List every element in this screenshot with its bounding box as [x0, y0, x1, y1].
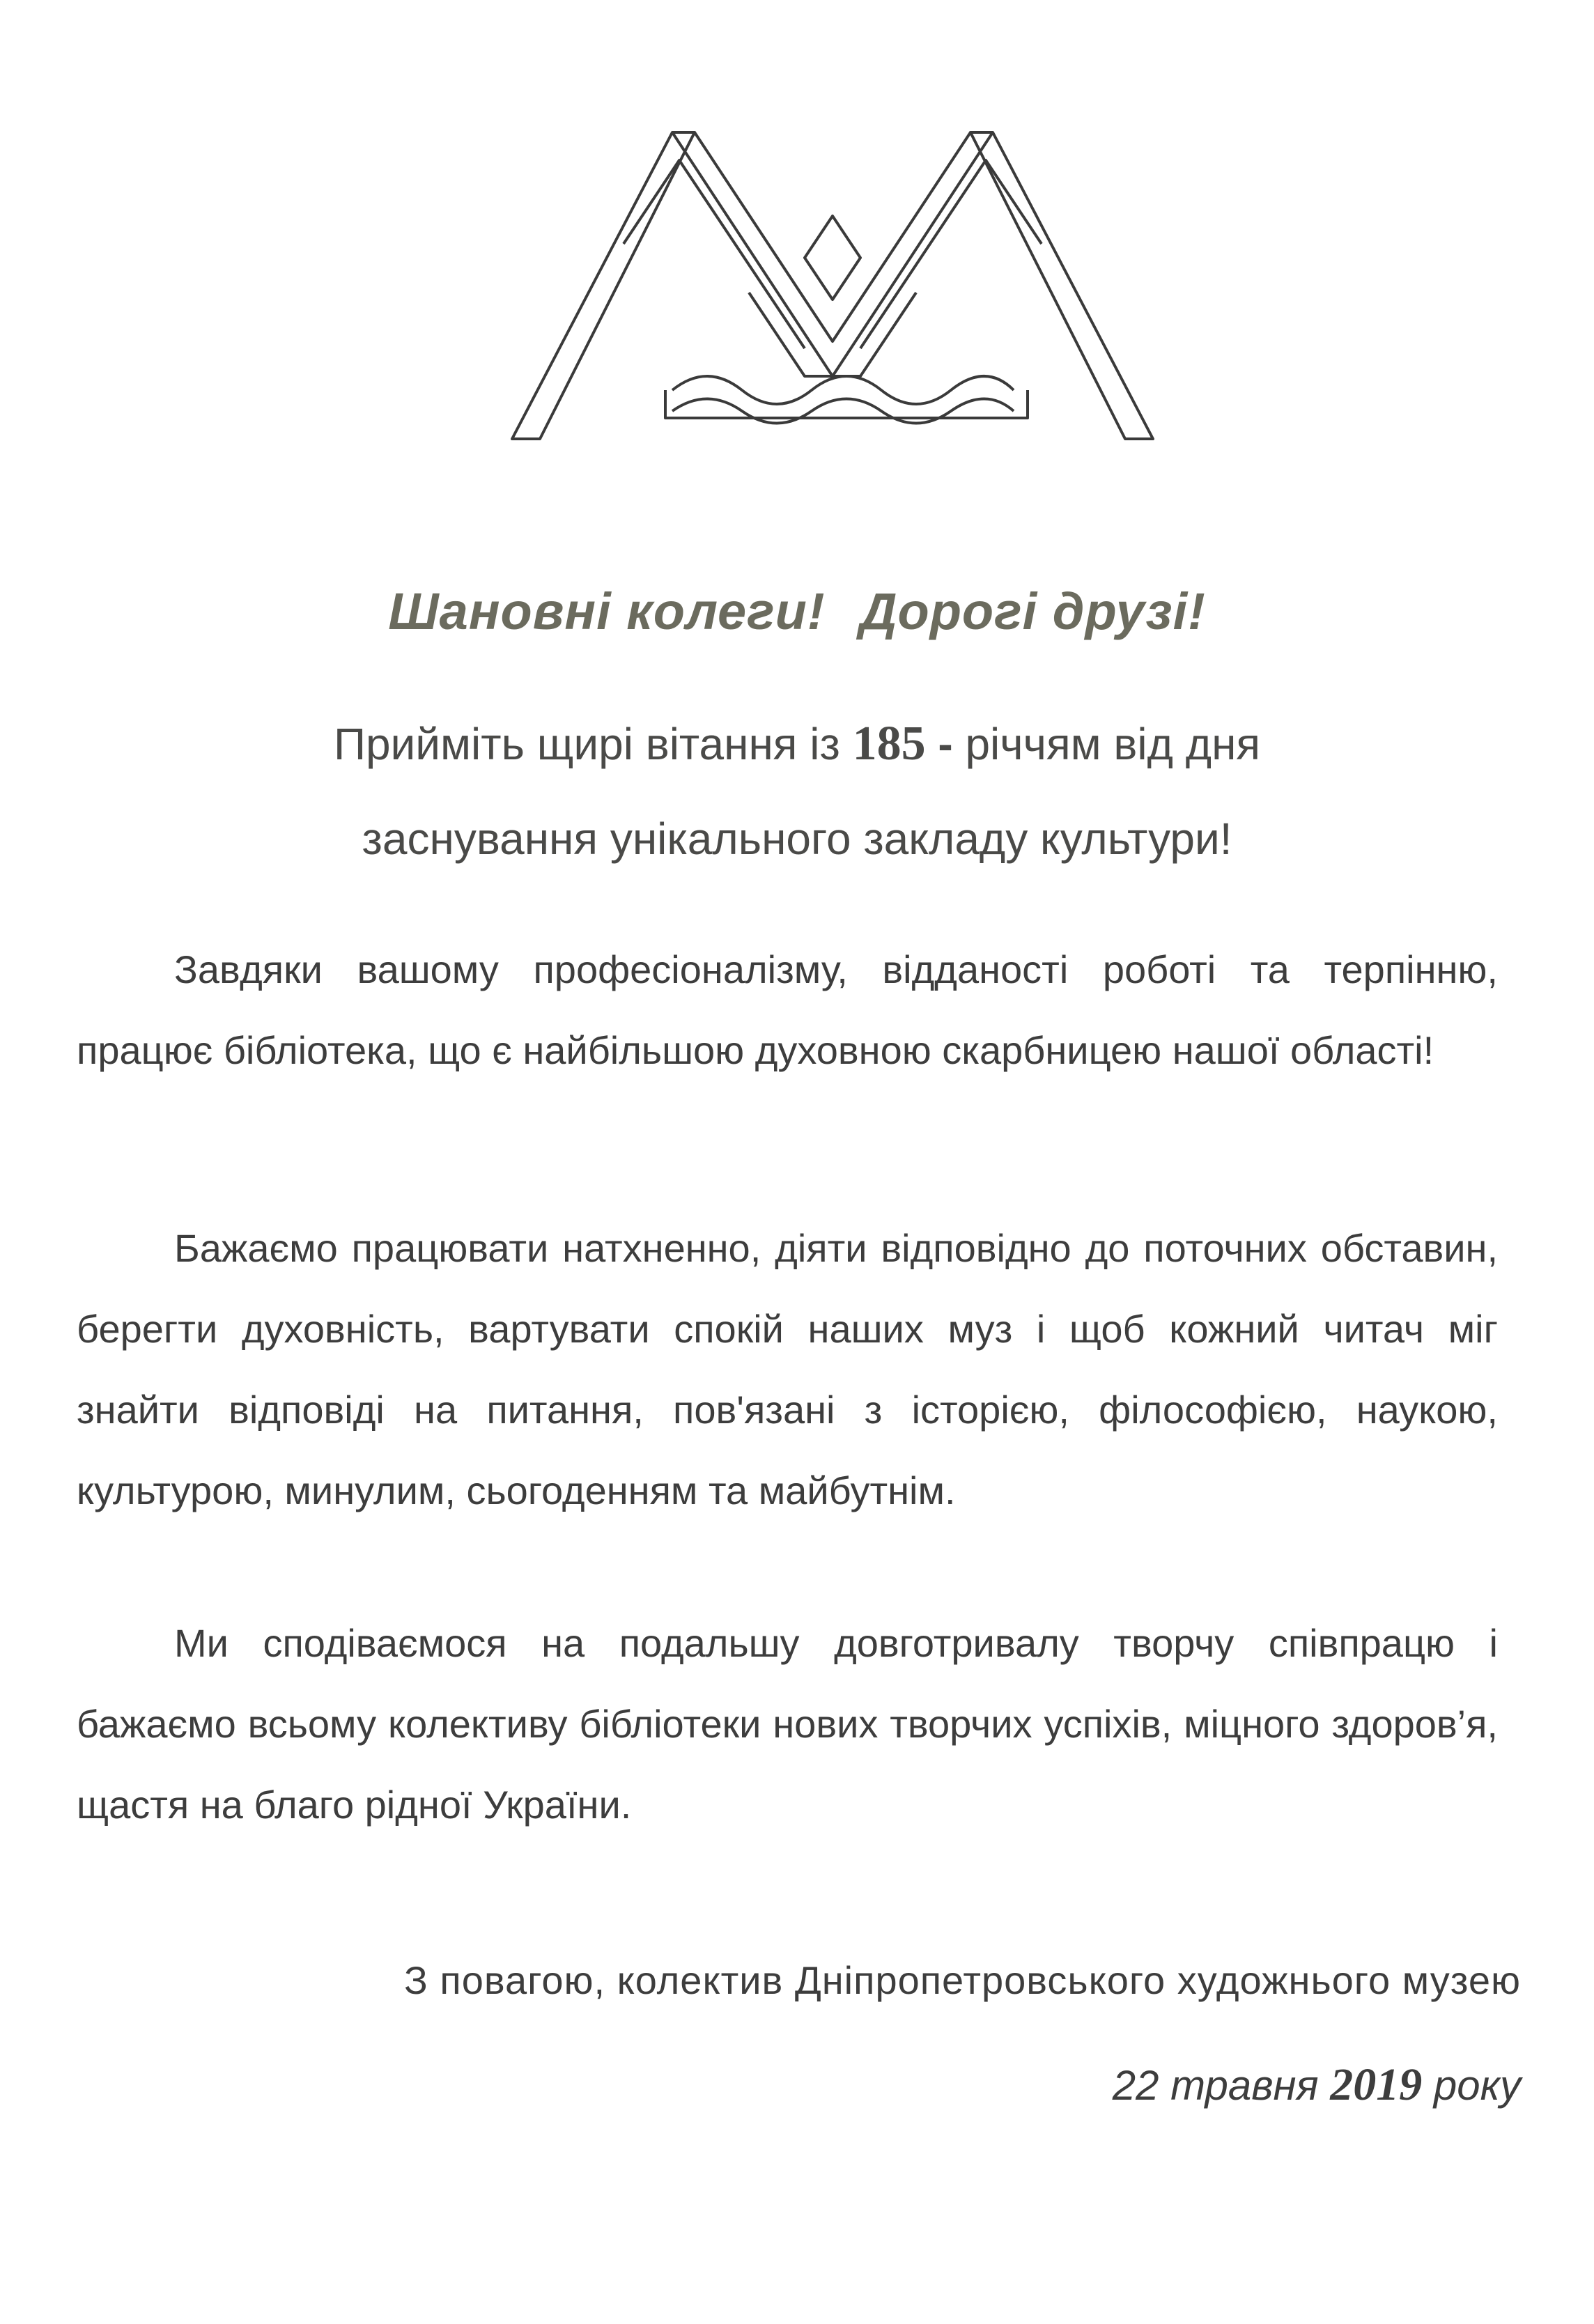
paragraph-2: Бажаємо працювати натхненно, діяти відповідно до поточних обставин, берегти духовність, вартувати спокій наших муз і щоб кожний читач міг знайти відповіді на питання, пов'язані з історією, філософією, наукою, культурою, минулим, сьогоденням та майбутнім. [77, 1226, 1498, 1512]
date-year: 2019 [1330, 2059, 1423, 2110]
greeting-part-2: Дорогі друзі! [860, 582, 1206, 640]
anniversary-number: 185 [852, 717, 926, 770]
paragraph-1: Завдяки вашому професіоналізму, відданості роботі та терпінню, працює бібліотека, що є найбільшою духовною скарбницею нашої області! [77, 947, 1498, 1072]
greeting-part-1: Шановні колеги! [388, 582, 826, 640]
date-day-month: 22 травня [1112, 2062, 1319, 2109]
museum-mountain-logo-icon [498, 111, 1167, 460]
signature-line: З повагою, колектив Дніпропетровського художнього музею [404, 1958, 1521, 2002]
intro-line-1-after: річчям від дня [965, 719, 1261, 769]
intro-line-2: заснування унікального закладу культури! [362, 814, 1232, 864]
date-line [1113, 2059, 1521, 2112]
intro-block [0, 697, 1594, 886]
intro-line-1 [0, 697, 1594, 791]
greeting-heading [0, 582, 1594, 641]
anniversary-dash: - [938, 719, 953, 769]
intro-line-1-before: Прийміть щирі вітання із [333, 719, 840, 769]
paragraph-3: Ми сподіваємося на подальшу довготривалу творчу співпрацю і бажаємо всьому колективу бібліотеки нових творчих успіхів, міцного здоров’я, щастя на благо рідної України. [77, 1621, 1498, 1827]
date-suffix: року [1433, 2062, 1521, 2109]
